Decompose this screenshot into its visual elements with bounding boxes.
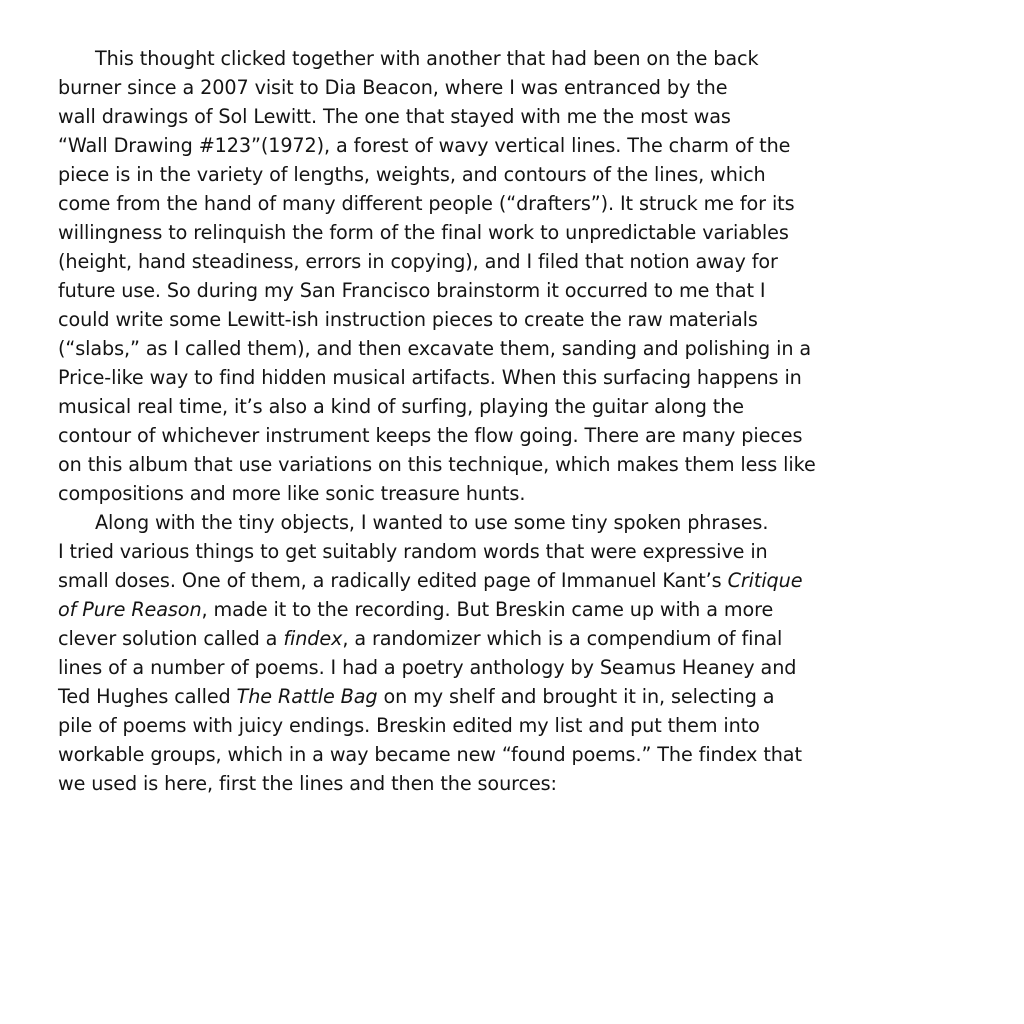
text-line bbox=[58, 218, 968, 247]
paragraph bbox=[58, 508, 968, 798]
text-segment: workable groups, which in a way became new “found poems.” The findex that bbox=[58, 743, 802, 766]
italic-text: The Rattle Bag bbox=[236, 685, 378, 708]
text-segment: Ted Hughes called bbox=[58, 685, 237, 708]
italic-text: findex bbox=[283, 627, 343, 650]
text-segment: , made it to the recording. But Breskin came up with a more bbox=[201, 598, 774, 621]
text-line bbox=[58, 624, 968, 653]
text-segment: (height, hand steadiness, errors in copying), and I filed that notion away for bbox=[58, 250, 778, 273]
text-line bbox=[58, 682, 968, 711]
text-line bbox=[58, 392, 968, 421]
text-line bbox=[58, 595, 968, 624]
text-segment: , a randomizer which is a compendium of final bbox=[342, 627, 783, 650]
text-line bbox=[58, 537, 968, 566]
text-line bbox=[58, 44, 968, 73]
paragraph bbox=[58, 44, 968, 508]
text-line bbox=[58, 73, 968, 102]
text-segment: Price-like way to find hidden musical artifacts. When this surfacing happens in bbox=[58, 366, 802, 389]
text-line bbox=[58, 276, 968, 305]
text-line bbox=[58, 189, 968, 218]
text-segment: on this album that use variations on this technique, which makes them less like bbox=[58, 453, 816, 476]
text-segment: This thought clicked together with another that had been on the back bbox=[95, 47, 759, 70]
text-segment: clever solution called a bbox=[58, 627, 284, 650]
text-segment: I tried various things to get suitably random words that were expressive in bbox=[58, 540, 768, 563]
text-segment: “Wall Drawing #123”(1972), a forest of wavy vertical lines. The charm of the bbox=[58, 134, 791, 157]
document-page bbox=[58, 44, 968, 798]
text-segment: wall drawings of Sol Lewitt. The one that stayed with me the most was bbox=[58, 105, 731, 128]
text-segment: future use. So during my San Francisco brainstorm it occurred to me that I bbox=[58, 279, 766, 302]
text-segment: on my shelf and brought it in, selecting a bbox=[377, 685, 775, 708]
text-segment: pile of poems with juicy endings. Breskin edited my list and put them into bbox=[58, 714, 760, 737]
text-line bbox=[58, 102, 968, 131]
text-segment: small doses. One of them, a radically edited page of Immanuel Kant’s bbox=[58, 569, 728, 592]
italic-text: of Pure Reason bbox=[58, 598, 202, 621]
text-line bbox=[58, 508, 968, 537]
text-line bbox=[58, 334, 968, 363]
text-segment: we used is here, first the lines and then the sources: bbox=[58, 772, 557, 795]
text-segment: Along with the tiny objects, I wanted to use some tiny spoken phrases. bbox=[95, 511, 769, 534]
text-segment: contour of whichever instrument keeps the flow going. There are many pieces bbox=[58, 424, 803, 447]
text-segment: could write some Lewitt-ish instruction pieces to create the raw materials bbox=[58, 308, 758, 331]
text-line bbox=[58, 711, 968, 740]
text-line bbox=[58, 131, 968, 160]
text-line bbox=[58, 479, 968, 508]
text-line bbox=[58, 305, 968, 334]
text-line bbox=[58, 247, 968, 276]
body-text bbox=[58, 44, 968, 798]
text-line bbox=[58, 566, 968, 595]
text-line bbox=[58, 740, 968, 769]
text-line bbox=[58, 769, 968, 798]
text-segment: compositions and more like sonic treasure hunts. bbox=[58, 482, 526, 505]
text-segment: willingness to relinquish the form of the final work to unpredictable variables bbox=[58, 221, 789, 244]
text-line bbox=[58, 160, 968, 189]
text-line bbox=[58, 421, 968, 450]
text-line bbox=[58, 450, 968, 479]
text-segment: lines of a number of poems. I had a poetry anthology by Seamus Heaney and bbox=[58, 656, 797, 679]
text-line bbox=[58, 653, 968, 682]
text-segment: (“slabs,” as I called them), and then excavate them, sanding and polishing in a bbox=[58, 337, 812, 360]
text-segment: burner since a 2007 visit to Dia Beacon, where I was entranced by the bbox=[58, 76, 728, 99]
italic-text: Critique bbox=[727, 569, 803, 592]
text-segment: musical real time, it’s also a kind of surfing, playing the guitar along the bbox=[58, 395, 744, 418]
text-segment: piece is in the variety of lengths, weights, and contours of the lines, which bbox=[58, 163, 766, 186]
text-line bbox=[58, 363, 968, 392]
text-segment: come from the hand of many different people (“drafters”). It struck me for its bbox=[58, 192, 795, 215]
